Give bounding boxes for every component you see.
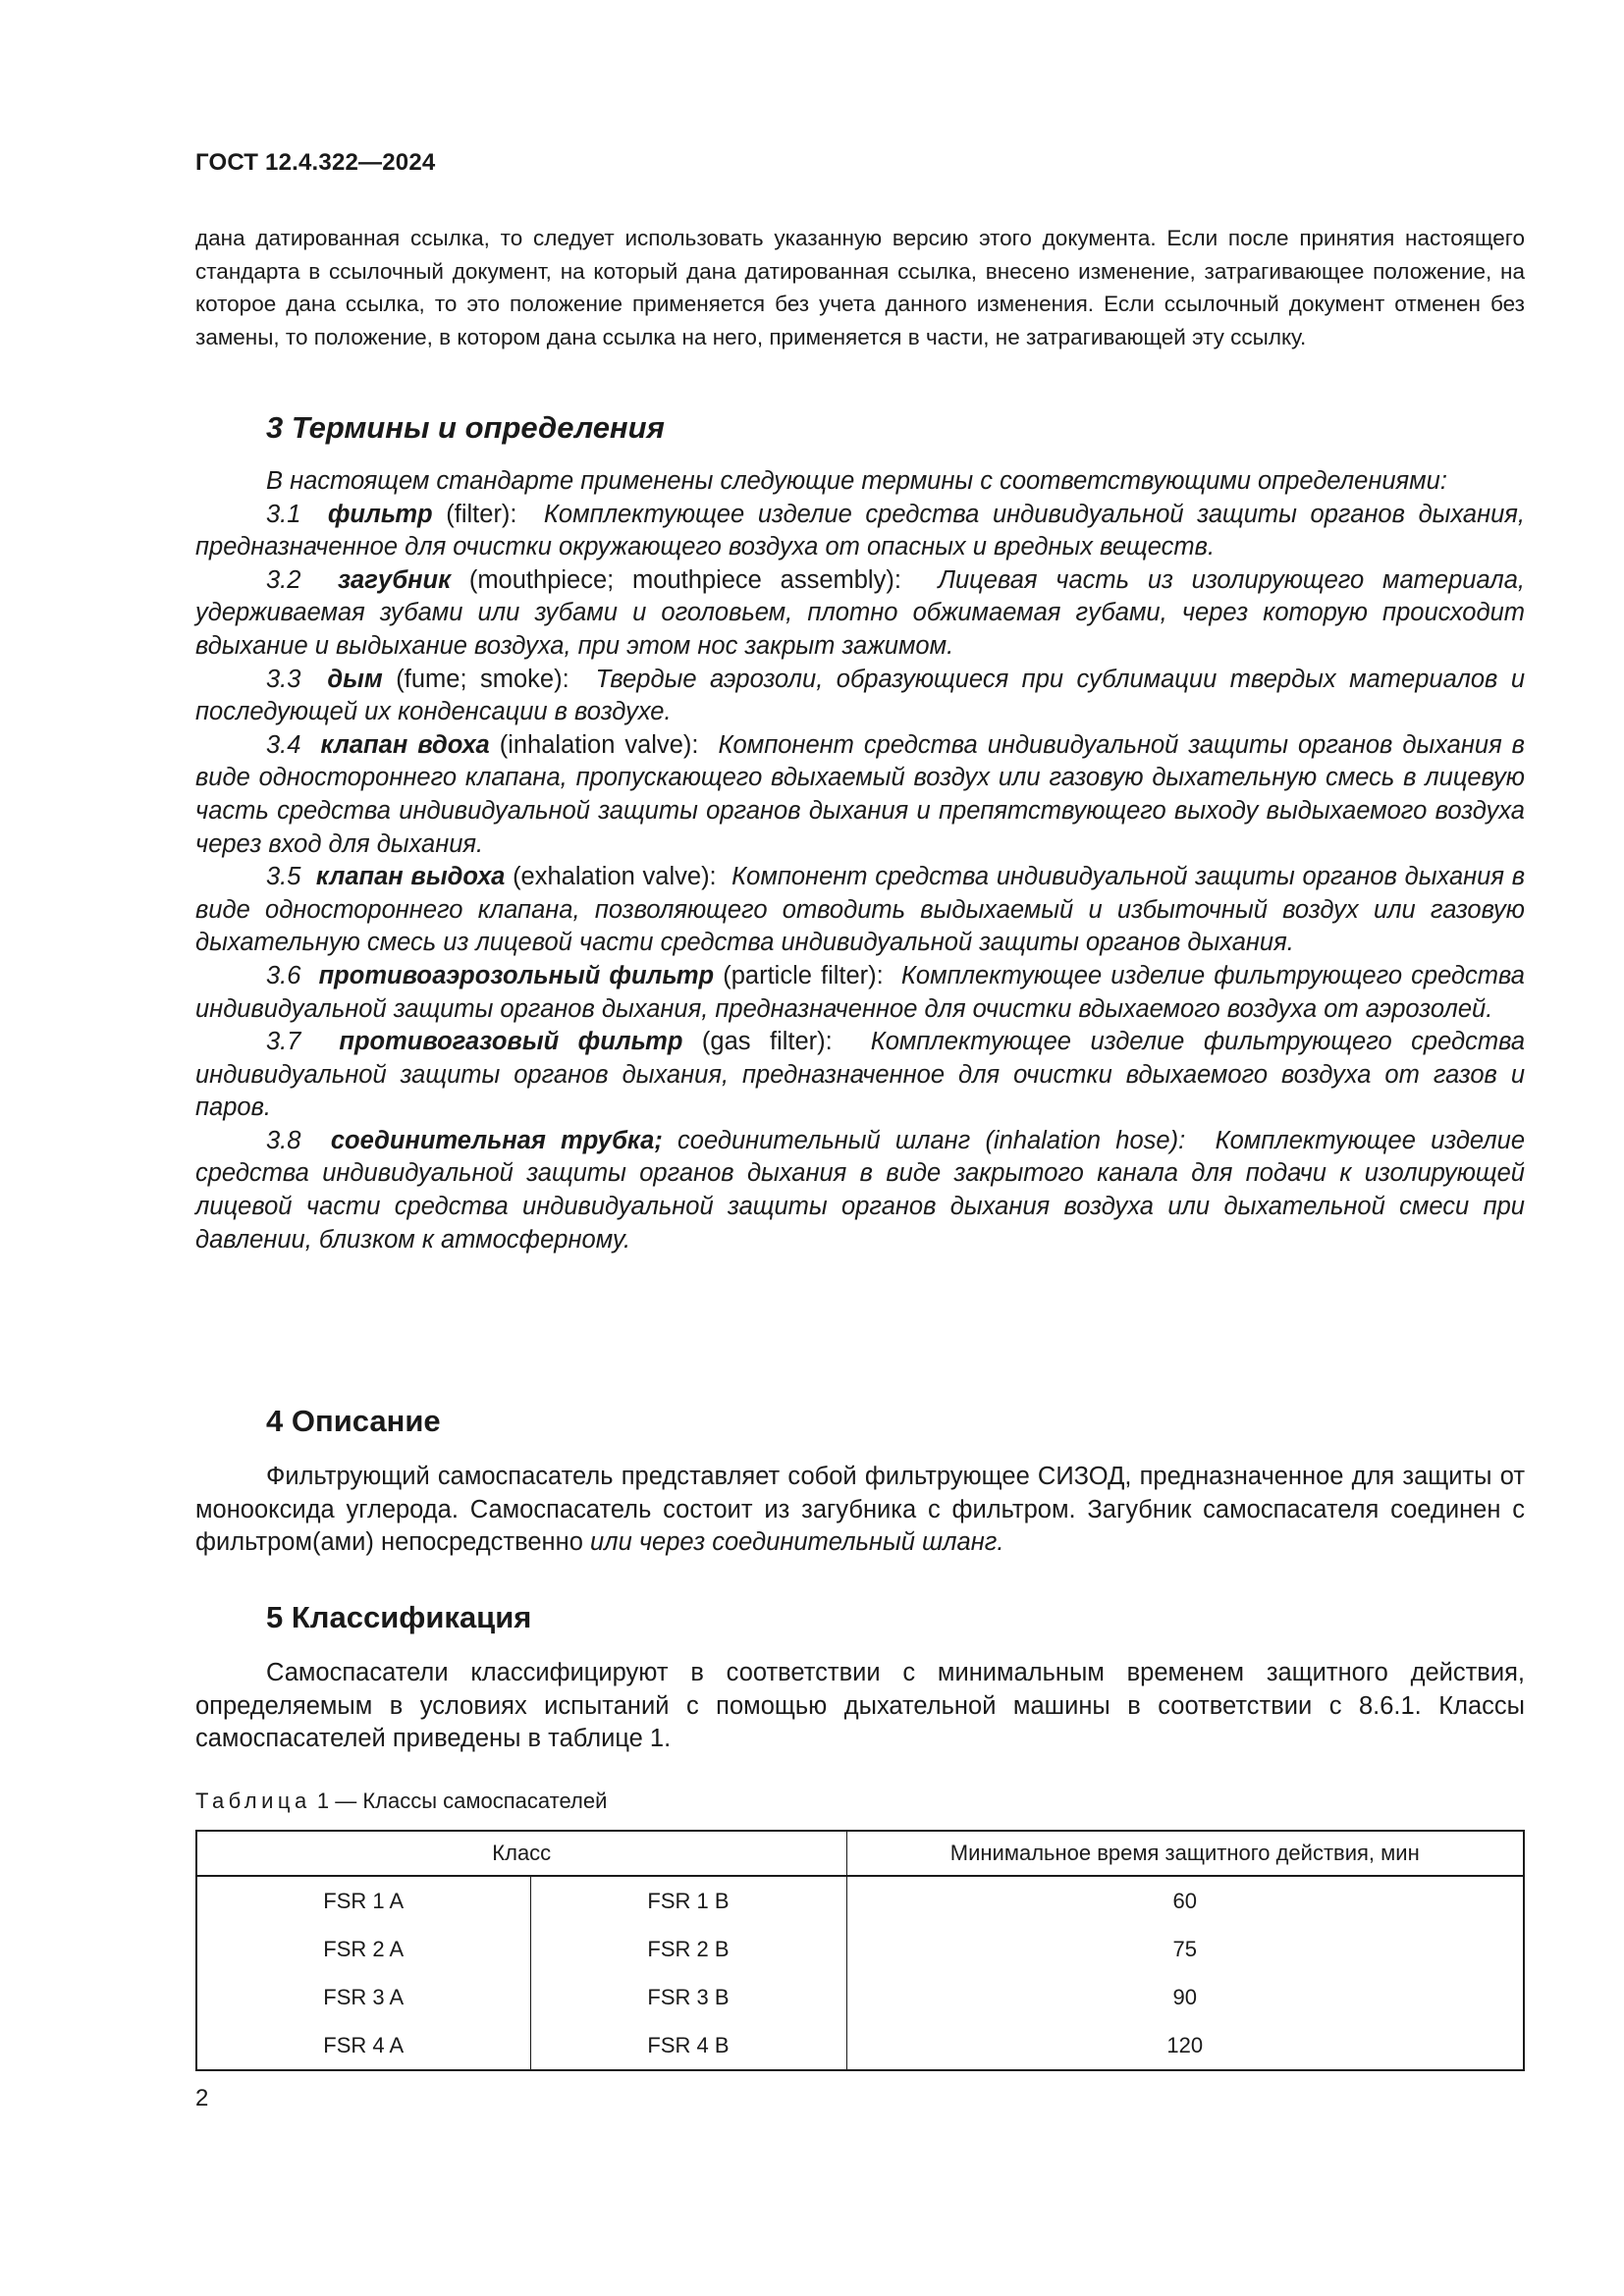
table-cell: 60 [1172,1888,1197,1913]
table-cell: FSR 1 B [530,1876,846,1925]
term-name: соединительная трубка; [330,1126,663,1154]
table-caption: Таблица 1 — Классы самоспасателей [195,1789,608,1813]
table-cell: FSR 4 B [530,2021,846,2070]
section-3-heading: 3 Термины и определения [266,410,665,445]
terms-intro: В настоящем стандарте применены следующие термины с соответствующими определениями: [266,467,1447,495]
table-cell: FSR 4 A [196,2021,530,2070]
table-row [196,1925,1524,1973]
term-item: 3.2 загубник (mouthpiece; mouthpiece assembly): Лицевая часть из изолирующего материала, удерживаемая зубами или зубами и оголовьем, плотно обжимаемая губами, через которую происходит вдыхание и выдыхание воздуха, при этом нос закрыт зажимом. [195,565,1526,660]
section-4-body [195,1461,1525,1560]
terms-list [195,465,1525,1256]
classes-table [195,1830,1525,2071]
term-name: противоаэрозольный фильтр [318,961,715,989]
term-name: фильтр [327,500,433,528]
page-number: 2 [195,2085,209,2111]
term-item: 3.8 соединительная трубка; соединительный шланг (inhalation hose): Комплектующее изделие средства индивидуальной защиты органов дыхания в виде закрытого канала для подачи к изолирующей лицевой части средства индивидуальной защиты органов дыхания воздуха или дыхательной смеси при давлении, близком к атмосферному. [195,1126,1526,1254]
table-cell: FSR 1 A [196,1876,530,1925]
term-name: клапан вдоха [320,730,490,759]
term-item: 3.3 дым (fume; smoke): Твердые аэрозоли, образующиеся при сублимации твердых материалов и последующей их конденсации в воздухе. [195,665,1526,726]
term-item: 3.5 клапан выдоха (exhalation valve): Компонент средства индивидуальной защиты органов дыхания в виде одностороннего клапана, позволяющего отводить выдыхаемый и избыточный воздух или газовую дыхательную смесь из лицевой части средства индивидуальной защиты органов дыхания. [195,863,1526,957]
table-row [196,1973,1524,2021]
column-header-class: Класс [196,1831,846,1876]
classification-paragraph: Самоспасатели классифицируют в соответствии с минимальным временем защитного действия, определяемым в условиях испытаний с помощью дыхательной машины в соответствии с 8.6.1. Классы самоспасателей приведены в таблице 1. [195,1659,1525,1753]
term-name: противогазовый фильтр [339,1028,683,1056]
table-cell: 75 [1172,1936,1197,1961]
column-header-time: Минимальное время защитного действия, мин [846,1831,1524,1876]
term-name: загубник [338,565,452,594]
term-item: 3.6 противоаэрозольный фильтр (particle filter): Комплектующее изделие фильтрующего средства индивидуальной защиты органов дыхания, предназначенное для очистки вдыхаемого воздуха от аэрозолей. [195,961,1525,1023]
section-4-heading: 4 Описание [266,1404,441,1438]
section-5-heading: 5 Классификация [266,1600,532,1634]
table-cell: FSR 2 A [196,1925,530,1973]
term-name: клапан выдоха [315,863,506,891]
intro-paragraph: дана датированная ссылка, то следует использовать указанную версию этого документа. Если после принятия настоящего стандарта в ссылочный документ, на который дана датированная ссылка, внесено изменение, затрагивающее положение, на которое дана ссылка, то это положение применяется без учета данного изменения. Если ссылочный документ отменен без замены, то положение, в котором дана ссылка на него, применяется в части, не затрагивающей эту ссылку. [195,226,1525,349]
term-item: 3.7 противогазовый фильтр (gas filter): Комплектующее изделие фильтрующего средства индивидуальной защиты органов дыхания, предназначенное для очистки вдыхаемого воздуха от газов и паров. [195,1028,1525,1122]
term-item: 3.1 фильтр (filter): Комплектующее изделие средства индивидуальной защиты органов дыхания, предназначенное для очистки окружающего воздуха от опасных и вредных веществ. [195,500,1526,561]
table-header-row [196,1831,1524,1876]
table-cell: FSR 3 A [196,1973,530,2021]
table-row [196,1876,1524,1925]
table-row [196,2021,1524,2070]
table-cell: 120 [1166,2032,1204,2057]
description-paragraph: Фильтрующий самоспасатель представляет собой фильтрующее СИЗОД, предназначенное для защиты от монооксида углерода. Самоспасатель состоит из загубника с фильтром. Загубник самоспасателя соединен с фильтром(ами) непосредственно или через соединительный шланг. [195,1463,1525,1557]
table-cell: 90 [1172,1984,1197,2009]
table-cell: FSR 3 B [530,1973,846,2021]
document-header: ГОСТ 12.4.322—2024 [195,149,436,176]
table-cell: FSR 2 B [530,1925,846,1973]
term-name: дым [327,665,383,693]
section-5-body [195,1657,1525,1756]
term-item: 3.4 клапан вдоха (inhalation valve): Компонент средства индивидуальной защиты органов дыхания в виде одностороннего клапана, пропускающего вдыхаемый воздух или газовую дыхательную смесь в лицевую часть средства индивидуальной защиты органов дыхания и препятствующего выходу выдыхаемого воздуха через вход для дыхания. [195,730,1525,858]
